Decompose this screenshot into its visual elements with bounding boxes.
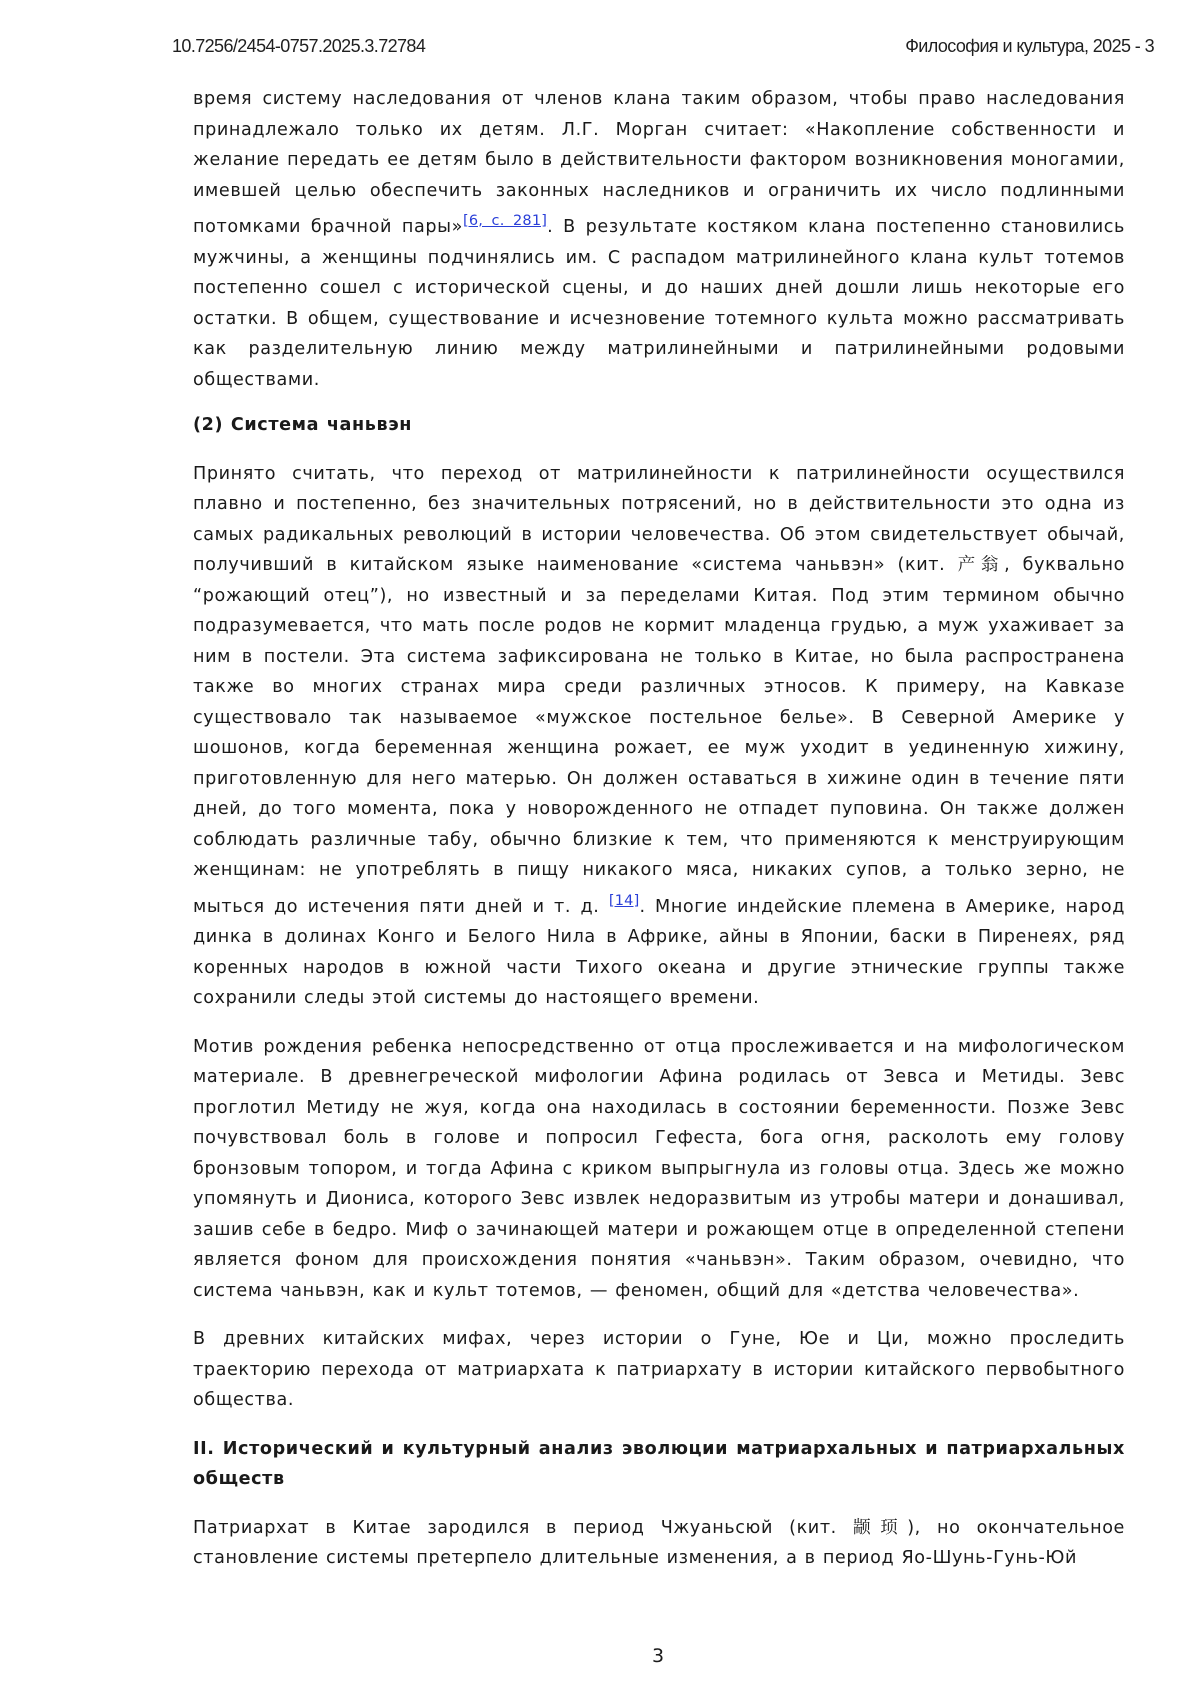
paragraph-text: время систему наследования от членов клана таким образом, чтобы право наследования принадлежало только их детям. Л.Г. Морган считает: «Накопление собственности и желание передать ее детям было в действительности фактором возникновения моногамии, имевшей целью обеспечить законных наследников и ограничить их число подлинными потомками брачной пары» — [193, 89, 1125, 237]
paragraph — [193, 459, 1125, 1014]
header-journal: Философия и культура, 2025 - 3 — [905, 36, 1154, 57]
section-heading: II. Исторический и культурный анализ эволюции матриархальных и патриархальных обществ — [193, 1434, 1125, 1495]
paragraph: В древних китайских мифах, через истории о Гуне, Юе и Ци, можно проследить траекторию перехода от матриархата к патриархату в истории китайского первобытного общества. — [193, 1324, 1125, 1416]
citation-link[interactable]: [14] — [609, 893, 640, 909]
document-page — [0, 0, 1200, 1698]
paragraph: Патриархат в Китае зародился в период Чжуаньсюй (кит. 颛顼), но окончательное становление системы претерпело длительные изменения, а в период Яо-Шунь-Гунь-Юй — [193, 1513, 1125, 1574]
section-heading: (2) Система чаньвэн — [193, 410, 1125, 441]
article-body — [193, 84, 1125, 1574]
paragraph — [193, 84, 1125, 395]
page-number: 3 — [0, 1645, 1200, 1667]
citation-link[interactable]: [6, с. 281] — [463, 213, 547, 229]
paragraph: Мотив рождения ребенка непосредственно от отца прослеживается и на мифологическом материале. В древнегреческой мифологии Афина родилась от Зевса и Метиды. Зевс проглотил Метиду не жуя, когда она находилась в состоянии беременности. Позже Зевс почувствовал боль в голове и попросил Гефеста, бога огня, расколоть ему голову бронзовым топором, и тогда Афина с криком выпрыгнула из головы отца. Здесь же можно упомянуть и Диониса, которого Зевс извлек недоразвитым из утробы матери и донашивал, зашив себе в бедро. Миф о зачинающей матери и рожающем отце в определенной степени является фоном для происхождения понятия «чаньвэн». Таким образом, очевидно, что система чаньвэн, как и культ тотемов, — феномен, общий для «детства человечества». — [193, 1032, 1125, 1307]
paragraph-text: Принято считать, что переход от матрилинейности к патрилинейности осуществился плавно и постепенно, без значительных потрясений, но в действительности это одна из самых радикальных революций в истории человечества. Об этом свидетельствует обычай, получивший в китайском языке наименование «система чаньвэн» (кит. 产翁, буквально “рожающий отец”), но известный и за переделами Китая. Под этим термином обычно подразумевается, что мать после родов не кормит младенца грудью, а муж ухаживает за ним в постели. Эта система зафиксирована не только в Китае, но была распространена также во многих странах мира среди различных этносов. К примеру, на Кавказе существовало так называемое «мужское постельное белье». В Северной Америке у шошонов, когда беременная женщина рожает, ее муж уходит в уединенную хижину, приготовленную для него матерью. Он должен оставаться в хижине один в течение пяти дней, до того момента, пока у новорожденного не отпадет пуповина. Он также должен соблюдать различные табу, обычно близкие к тем, что применяются к менструирующим женщинам: не употреблять в пищу никакого мяса, никаких супов, а только зерно, не мыться до истечения пяти дней и т. д. — [193, 464, 1125, 917]
paragraph-text: . Многие индейские племена в Америке, народ динка в долинах Конго и Белого Нила в Африке, айны в Японии, баски в Пиренеях, ряд коренных народов в южной части Тихого океана и другие этнические группы также сохранили следы этой системы до настоящего времени. — [193, 897, 1125, 1009]
header-doi: 10.7256/2454-0757.2025.3.72784 — [172, 36, 425, 57]
paragraph-text: . В результате костяком клана постепенно становились мужчины, а женщины подчинялись им. С распадом матрилинейного клана культ тотемов постепенно сошел с исторической сцены, и до наших дней дошли лишь некоторые его остатки. В общем, существование и исчезновение тотемного культа можно рассматривать как разделительную линию между матрилинейными и патрилинейными родовыми обществами. — [193, 217, 1125, 390]
